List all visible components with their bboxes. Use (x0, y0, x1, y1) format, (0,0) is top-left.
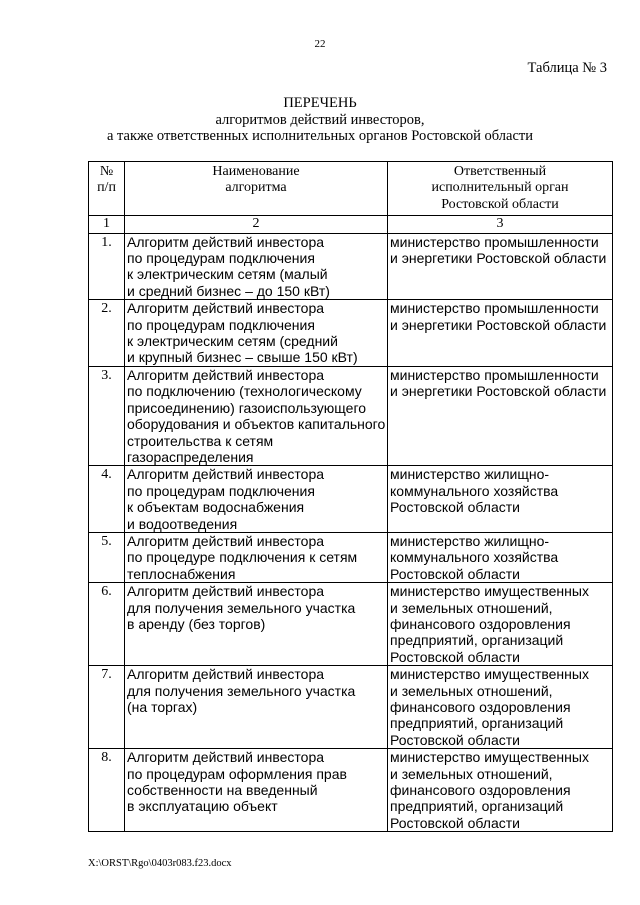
algorithm-line: к электрическим сетям (средний (127, 333, 338, 350)
row-number: 5. (89, 532, 125, 582)
organ-line: министерство жилищно- (390, 466, 550, 483)
algorithm-line: по процедурам подключения (127, 482, 315, 499)
table-index-row (89, 216, 613, 233)
algorithm-name (125, 749, 388, 832)
algorithm-line: Алгоритм действий инвестора (127, 233, 325, 250)
row-number: 4. (89, 466, 125, 533)
header-organ: Ответственный исполнительный орган Ростовской области (388, 162, 613, 216)
organ-line: и земельных отношений, (390, 765, 553, 782)
organ-line: министерство имущественных (390, 749, 589, 766)
table-row (89, 300, 613, 367)
organ-line: коммунального хозяйства (390, 482, 559, 499)
table-label: Таблица № 3 (527, 60, 607, 76)
organ-line: министерство промышленности (390, 366, 599, 383)
algorithm-name (125, 366, 388, 465)
organ-line: предприятий, организаций (390, 715, 564, 732)
algorithm-line: для получения земельного участка (127, 599, 356, 616)
algorithm-line: и водоотведения (127, 515, 238, 532)
heading-subtitle-2: а также ответственных исполнительных органов Ростовской области (106, 128, 534, 144)
responsible-organ (388, 532, 613, 582)
row-number: 8. (89, 749, 125, 832)
organ-line: Ростовской области (390, 565, 520, 582)
algorithm-line: в эксплуатацию объект (127, 798, 278, 815)
algorithm-line: Алгоритм действий инвестора (127, 532, 325, 549)
algorithm-line: Алгоритм действий инвестора (127, 583, 325, 600)
organ-line: министерство промышленности (390, 300, 599, 317)
algorithm-line: Алгоритм действий инвестора (127, 466, 325, 483)
algorithm-line: строительства к сетям (127, 432, 274, 449)
algorithm-line: по подключению (технологическому (127, 383, 362, 400)
table-row (89, 366, 613, 465)
row-number: 3. (89, 366, 125, 465)
organ-line: финансового оздоровления (390, 782, 571, 799)
algorithm-name (125, 583, 388, 666)
algorithm-name (125, 666, 388, 749)
file-path: X:\ORST\Rgo\0403r083.f23.docx (88, 858, 232, 869)
organ-line: финансового оздоровления (390, 615, 571, 632)
organ-line: министерство промышленности (390, 233, 599, 250)
organ-line: предприятий, организаций (390, 632, 564, 649)
index-cell: 2 (125, 216, 388, 233)
header-algorithm: Наименование алгоритма (125, 162, 388, 216)
index-cell: 3 (388, 216, 613, 233)
algorithm-line: Алгоритм действий инвестора (127, 666, 325, 683)
algorithm-line: газораспределения (127, 448, 254, 465)
algorithm-line: Алгоритм действий инвестора (127, 749, 325, 766)
algorithm-name (125, 233, 388, 300)
document-heading (0, 95, 640, 145)
row-number: 6. (89, 583, 125, 666)
organ-line: предприятий, организаций (390, 798, 564, 815)
algorithm-line: Алгоритм действий инвестора (127, 300, 325, 317)
algorithm-line: в аренду (без торгов) (127, 615, 266, 632)
organ-line: Ростовской области (390, 814, 520, 831)
algorithm-line: по процедурам подключения (127, 250, 315, 267)
organ-line: министерство имущественных (390, 666, 589, 683)
responsible-organ (388, 666, 613, 749)
algorithm-line: к электрическим сетям (малый (127, 266, 328, 283)
algorithm-line: по процедурам оформления прав (127, 765, 347, 782)
organ-line: и энергетики Ростовской области (390, 316, 607, 333)
table-row (89, 532, 613, 582)
heading-subtitle-1: алгоритмов действий инвесторов, (215, 111, 425, 128)
algorithm-line: для получения земельного участка (127, 682, 356, 699)
organ-line: финансового оздоровления (390, 699, 571, 715)
algorithm-line: присоединению) газоиспользующего (127, 399, 367, 416)
responsible-organ (388, 233, 613, 300)
organ-line: и энергетики Ростовской области (390, 250, 607, 267)
row-number: 1. (89, 233, 125, 300)
responsible-organ (388, 300, 613, 367)
algorithm-line: теплоснабжения (127, 565, 236, 582)
organ-line: и энергетики Ростовской области (390, 383, 607, 400)
organ-line: Ростовской области (390, 648, 520, 665)
page-number: 22 (314, 38, 326, 50)
organ-line: Ростовской области (390, 499, 520, 516)
algorithm-line: к объектам водоснабжения (127, 499, 305, 516)
table-row (89, 466, 613, 533)
table-row (89, 666, 613, 749)
table-header-row (89, 162, 613, 216)
algorithm-name (125, 300, 388, 367)
organ-line: министерство имущественных (390, 583, 589, 600)
index-cell: 1 (89, 216, 125, 233)
algorithm-line: (на торгах) (127, 699, 198, 715)
algorithm-name (125, 466, 388, 533)
algorithm-line: собственности на введенный (127, 782, 318, 799)
row-number: 7. (89, 666, 125, 749)
responsible-organ (388, 466, 613, 533)
responsible-organ (388, 749, 613, 832)
algorithm-name (125, 532, 388, 582)
header-num: № п/п (89, 162, 125, 216)
algorithm-line: по процедурам подключения (127, 316, 315, 333)
responsible-organ (388, 583, 613, 666)
algorithms-table (88, 161, 613, 832)
row-number: 2. (89, 300, 125, 367)
algorithm-line: оборудования и объектов капитального (127, 416, 386, 433)
heading-title: ПЕРЕЧЕНЬ (283, 95, 357, 111)
algorithm-line: и средний бизнес – до 150 кВт) (127, 282, 330, 299)
organ-line: и земельных отношений, (390, 599, 553, 616)
table-row (89, 583, 613, 666)
organ-line: министерство жилищно- (390, 532, 550, 549)
organ-line: Ростовской области (390, 731, 520, 748)
table-row (89, 749, 613, 832)
organ-line: и земельных отношений, (390, 682, 553, 699)
algorithm-line: Алгоритм действий инвестора (127, 366, 325, 383)
algorithm-line: по процедуре подключения к сетям (127, 549, 358, 566)
algorithm-line: и крупный бизнес – свыше 150 кВт) (127, 349, 358, 366)
responsible-organ (388, 366, 613, 465)
table-row (89, 233, 613, 300)
organ-line: коммунального хозяйства (390, 549, 559, 566)
